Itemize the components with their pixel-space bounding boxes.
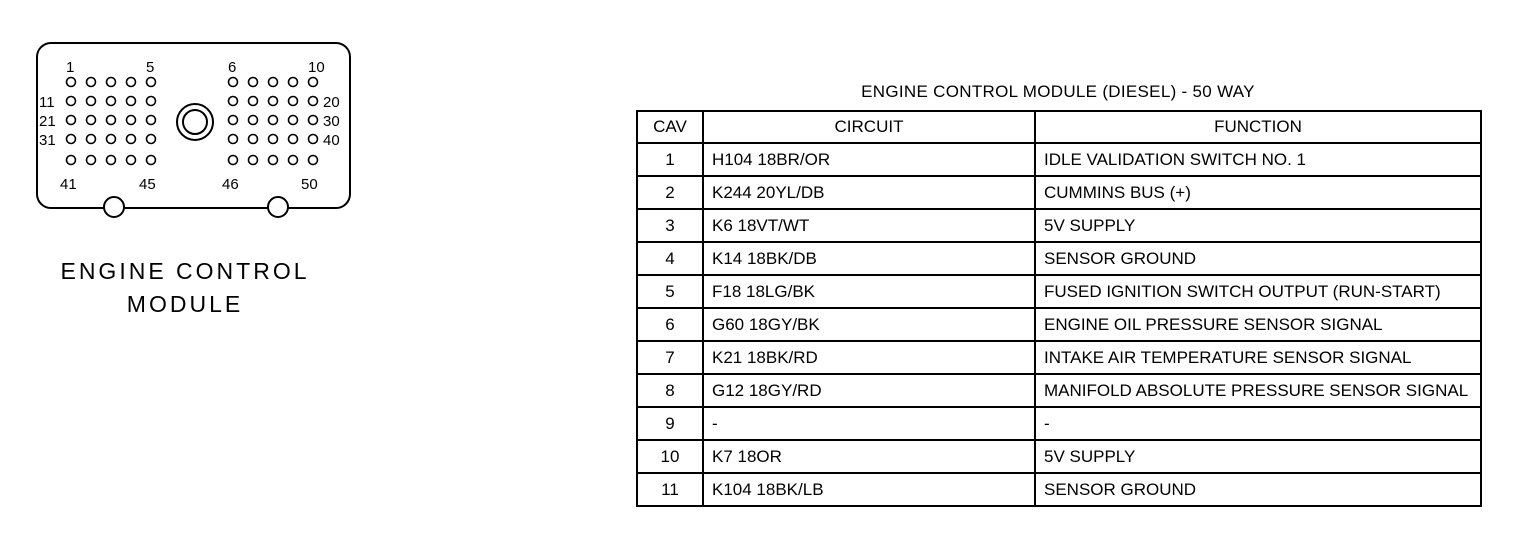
pin-cavity — [127, 116, 136, 125]
function-cell: CUMMINS BUS (+) — [1035, 176, 1481, 209]
table-row — [637, 143, 1481, 176]
pin-cavity — [289, 116, 298, 125]
pin-cavity — [229, 116, 238, 125]
connector-label-line1: ENGINE CONTROL — [60, 258, 310, 284]
pin-cavity — [309, 97, 318, 106]
function-cell: FUSED IGNITION SWITCH OUTPUT (RUN-START) — [1035, 275, 1481, 308]
pin-cavity — [67, 78, 76, 87]
pin-cavity — [309, 116, 318, 125]
pin-cavity — [147, 97, 156, 106]
circuit-cell: K6 18VT/WT — [703, 209, 1035, 242]
table-row — [637, 308, 1481, 341]
pin-cavity — [289, 78, 298, 87]
pin-label-40: 40 — [323, 132, 340, 149]
header-cav: CAV — [637, 111, 703, 143]
pin-cavity — [127, 97, 136, 106]
connector-label-line2: MODULE — [126, 291, 244, 317]
pin-cavity — [229, 135, 238, 144]
pin-cavity — [67, 116, 76, 125]
circuit-cell: K7 18OR — [703, 440, 1035, 473]
function-cell: 5V SUPPLY — [1035, 209, 1481, 242]
circuit-cell: H104 18BR/OR — [703, 143, 1035, 176]
latch-left — [104, 197, 124, 217]
function-cell: SENSOR GROUND — [1035, 473, 1481, 506]
function-cell: ENGINE OIL PRESSURE SENSOR SIGNAL — [1035, 308, 1481, 341]
pin-cavity — [67, 97, 76, 106]
pin-label-46: 46 — [222, 176, 239, 193]
table-row — [637, 176, 1481, 209]
pin-label-45: 45 — [139, 176, 156, 193]
pin-cavity — [67, 156, 76, 165]
table-title: ENGINE CONTROL MODULE (DIESEL) - 50 WAY — [861, 82, 1255, 101]
table-row — [637, 440, 1481, 473]
pin-cavity — [127, 135, 136, 144]
function-cell: SENSOR GROUND — [1035, 242, 1481, 275]
pin-cavity — [67, 135, 76, 144]
function-cell: IDLE VALIDATION SWITCH NO. 1 — [1035, 143, 1481, 176]
pin-cavity — [107, 97, 116, 106]
circuit-cell: G12 18GY/RD — [703, 374, 1035, 407]
pin-cavity — [269, 97, 278, 106]
latch-right — [268, 197, 288, 217]
circuit-cell: K244 20YL/DB — [703, 176, 1035, 209]
connector-diagram — [0, 0, 600, 540]
pin-cavity — [127, 156, 136, 165]
pin-label-1: 1 — [66, 59, 75, 76]
pin-cavity — [229, 78, 238, 87]
pin-cavity — [107, 156, 116, 165]
circuit-cell: - — [703, 407, 1035, 440]
pin-cavity — [289, 156, 298, 165]
pin-cavity — [147, 78, 156, 87]
pin-cavity — [249, 97, 258, 106]
cav-cell: 6 — [637, 308, 703, 341]
circuit-cell: K21 18BK/RD — [703, 341, 1035, 374]
pin-cavity — [87, 116, 96, 125]
cav-cell: 3 — [637, 209, 703, 242]
table-row — [637, 407, 1481, 440]
pin-cavity — [269, 135, 278, 144]
pin-cavity — [127, 78, 136, 87]
pin-cavity — [269, 78, 278, 87]
pin-label-41: 41 — [60, 176, 77, 193]
pin-cavity — [229, 156, 238, 165]
pin-label-21: 21 — [39, 113, 56, 130]
header-function: FUNCTION — [1035, 111, 1481, 143]
cav-cell: 7 — [637, 341, 703, 374]
pin-cavity — [147, 156, 156, 165]
table-row — [637, 341, 1481, 374]
pin-cavity — [87, 135, 96, 144]
pin-cavity — [249, 116, 258, 125]
pin-cavity — [309, 135, 318, 144]
header-circuit: CIRCUIT — [703, 111, 1035, 143]
pin-cavity — [309, 156, 318, 165]
function-cell: MANIFOLD ABSOLUTE PRESSURE SENSOR SIGNAL — [1035, 374, 1481, 407]
pin-cavity — [309, 78, 318, 87]
pin-label-50: 50 — [301, 176, 318, 193]
table-row — [637, 209, 1481, 242]
pin-cavity — [289, 97, 298, 106]
cav-cell: 4 — [637, 242, 703, 275]
pin-label-30: 30 — [323, 113, 340, 130]
table-row — [637, 242, 1481, 275]
circuit-cell: G60 18GY/BK — [703, 308, 1035, 341]
pin-label-6: 6 — [228, 59, 237, 76]
pin-cavity — [87, 156, 96, 165]
cav-cell: 5 — [637, 275, 703, 308]
pin-cavity — [87, 78, 96, 87]
cav-cell: 9 — [637, 407, 703, 440]
pin-cavity — [147, 116, 156, 125]
pin-label-31: 31 — [39, 132, 56, 149]
cav-cell: 10 — [637, 440, 703, 473]
pin-cavity — [229, 97, 238, 106]
pin-cavity — [107, 135, 116, 144]
table-header-row — [637, 111, 1481, 143]
table-row — [637, 374, 1481, 407]
function-cell: 5V SUPPLY — [1035, 440, 1481, 473]
pin-cavity — [249, 156, 258, 165]
pin-label-5: 5 — [146, 59, 155, 76]
pin-label-20: 20 — [323, 94, 340, 111]
pin-cavity — [107, 78, 116, 87]
pin-cavity — [269, 156, 278, 165]
cav-cell: 1 — [637, 143, 703, 176]
circuit-cell: K104 18BK/LB — [703, 473, 1035, 506]
pin-cavity — [87, 97, 96, 106]
cav-cell: 8 — [637, 374, 703, 407]
pin-cavity — [269, 116, 278, 125]
pin-cavity — [107, 116, 116, 125]
pin-cavity — [147, 135, 156, 144]
circuit-cell: K14 18BK/DB — [703, 242, 1035, 275]
table-row — [637, 473, 1481, 506]
circuit-cell: F18 18LG/BK — [703, 275, 1035, 308]
pin-label-11: 11 — [39, 94, 55, 111]
table-row — [637, 275, 1481, 308]
function-cell: - — [1035, 407, 1481, 440]
pinout-table — [636, 110, 1482, 507]
pin-cavity — [289, 135, 298, 144]
pin-cavity — [249, 78, 258, 87]
cav-cell: 11 — [637, 473, 703, 506]
pin-cavity — [249, 135, 258, 144]
pin-label-10: 10 — [308, 59, 325, 76]
cav-cell: 2 — [637, 176, 703, 209]
function-cell: INTAKE AIR TEMPERATURE SENSOR SIGNAL — [1035, 341, 1481, 374]
